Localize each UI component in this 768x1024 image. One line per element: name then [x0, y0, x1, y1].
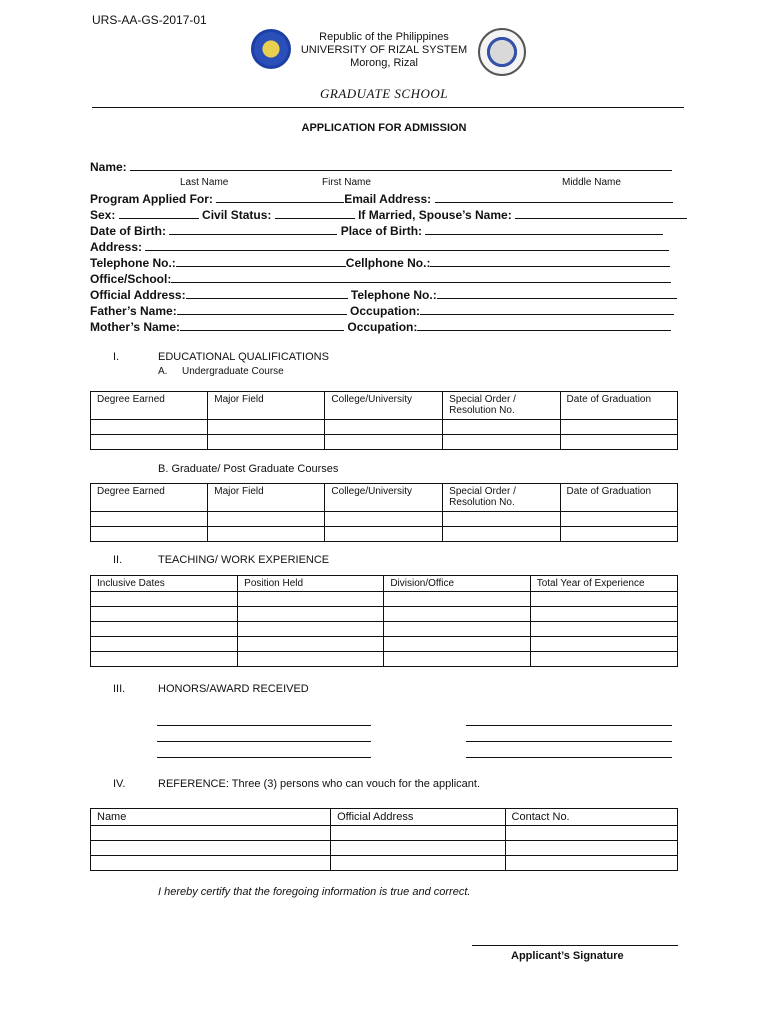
father-row	[90, 304, 674, 318]
reference-table	[90, 808, 678, 871]
cellphone-field[interactable]	[430, 256, 670, 267]
name-row	[90, 160, 672, 174]
table-row	[91, 592, 678, 607]
form-title: APPLICATION FOR ADMISSION	[301, 122, 467, 134]
address-field[interactable]	[145, 240, 669, 251]
undergrad-table	[90, 391, 678, 450]
mother-field[interactable]	[180, 320, 344, 331]
telephone2-label: Telephone No.:	[350, 288, 437, 302]
header-date-grad: Date of Graduation	[560, 484, 677, 512]
middle-name-label: Middle Name	[562, 177, 621, 188]
graduate-table	[90, 483, 678, 542]
section-3-title: HONORS/AWARD RECEIVED	[158, 683, 309, 695]
header-college: College/University	[325, 484, 443, 512]
official-address-field[interactable]	[186, 288, 348, 299]
occupation2-label: Occupation:	[347, 320, 418, 334]
mother-label: Mother’s Name:	[90, 320, 181, 334]
mother-row	[90, 320, 671, 334]
name-label: Name:	[90, 160, 127, 174]
table-row	[91, 512, 678, 527]
header-degree: Degree Earned	[91, 392, 208, 420]
occupation1-label: Occupation:	[350, 304, 421, 318]
table-row	[91, 607, 678, 622]
honors-line[interactable]	[157, 741, 371, 742]
program-field[interactable]	[216, 192, 344, 203]
undergrad-header-row	[91, 392, 678, 420]
graduate-school-title: GRADUATE SCHOOL	[320, 86, 448, 101]
spouse-field[interactable]	[515, 208, 687, 219]
header-special-order: Special Order / Resolution No.	[443, 392, 560, 420]
table-row	[91, 841, 678, 856]
header-ref-contact: Contact No.	[505, 809, 677, 826]
table-row	[91, 435, 678, 450]
table-row	[91, 527, 678, 542]
signature-label: Applicant’s Signature	[511, 950, 624, 962]
section-1-title: EDUCATIONAL QUALIFICATIONS	[158, 351, 329, 363]
email-label: Email Address:	[344, 192, 432, 206]
first-name-label: First Name	[322, 177, 371, 188]
telephone-label: Telephone No.:	[90, 256, 176, 270]
cellphone-label: Cellphone No.:	[345, 256, 431, 270]
table-row	[91, 637, 678, 652]
pob-label: Place of Birth:	[340, 224, 423, 238]
pob-field[interactable]	[425, 224, 663, 235]
table-row	[91, 856, 678, 871]
header-position: Position Held	[238, 576, 384, 592]
honors-line[interactable]	[466, 741, 672, 742]
header-major: Major Field	[208, 484, 325, 512]
certification-statement: I hereby certify that the foregoing information is true and correct.	[158, 886, 471, 898]
office-row	[90, 272, 671, 286]
reference-header-row	[91, 809, 678, 826]
section-1-number: I.	[113, 351, 120, 363]
honors-line[interactable]	[157, 725, 371, 726]
university-name: UNIVERSITY OF RIZAL SYSTEM	[300, 44, 468, 56]
sex-row	[90, 208, 687, 222]
dob-field[interactable]	[169, 224, 337, 235]
table-row	[91, 420, 678, 435]
occupation2-field[interactable]	[417, 320, 671, 331]
last-name-label: Last Name	[180, 177, 229, 188]
phone-row	[90, 256, 670, 270]
signature-line[interactable]	[472, 945, 678, 946]
header-ref-name: Name	[91, 809, 331, 826]
section-2-number: II.	[113, 554, 123, 566]
official-address-label: Official Address:	[90, 288, 186, 302]
header-special-order: Special Order / Resolution No.	[443, 484, 560, 512]
dob-label: Date of Birth:	[90, 224, 166, 238]
header-division: Division/Office	[384, 576, 530, 592]
header-ref-address: Official Address	[331, 809, 505, 826]
table-row	[91, 826, 678, 841]
section-2-title: TEACHING/ WORK EXPERIENCE	[158, 554, 330, 566]
honors-line[interactable]	[157, 757, 371, 758]
father-field[interactable]	[177, 304, 347, 315]
header-inclusive-dates: Inclusive Dates	[91, 576, 238, 592]
telephone2-field[interactable]	[437, 288, 677, 299]
program-label: Program Applied For:	[90, 192, 213, 206]
header-major: Major Field	[208, 392, 325, 420]
father-label: Father’s Name:	[90, 304, 177, 318]
table-row	[91, 652, 678, 667]
birth-row	[90, 224, 663, 238]
work-header-row	[91, 576, 678, 592]
work-table	[90, 575, 678, 667]
name-field[interactable]	[130, 160, 672, 171]
header-college: College/University	[325, 392, 443, 420]
civil-status-label: Civil Status:	[202, 208, 272, 222]
section-1a-title: Undergraduate Course	[182, 366, 284, 377]
header-degree: Degree Earned	[91, 484, 208, 512]
header-date-grad: Date of Graduation	[560, 392, 677, 420]
section-3-number: III.	[113, 683, 126, 695]
honors-line[interactable]	[466, 725, 672, 726]
section-4-number: IV.	[113, 778, 126, 790]
section-1b-title: B. Graduate/ Post Graduate Courses	[158, 463, 339, 475]
graduate-header-row	[91, 484, 678, 512]
official-address-row	[90, 288, 677, 302]
spouse-label: If Married, Spouse’s Name:	[358, 208, 512, 222]
civil-status-field[interactable]	[275, 208, 355, 219]
email-field[interactable]	[435, 192, 673, 203]
section-4-title: REFERENCE: Three (3) persons who can vouch for the applicant.	[158, 778, 481, 790]
section-1a-number: A.	[158, 366, 168, 377]
office-field[interactable]	[171, 272, 671, 283]
address-label: Address:	[90, 240, 143, 254]
table-row	[91, 622, 678, 637]
campus-location: Morong, Rizal	[350, 57, 418, 69]
office-label: Office/School:	[90, 272, 172, 286]
sex-field[interactable]	[119, 208, 199, 219]
telephone-field[interactable]	[176, 256, 346, 267]
sex-label: Sex:	[90, 208, 116, 222]
honors-line[interactable]	[466, 757, 672, 758]
occupation1-field[interactable]	[420, 304, 674, 315]
address-row	[90, 240, 669, 254]
form-code: URS-AA-GS-2017-01	[92, 13, 207, 27]
program-row	[90, 192, 673, 206]
header-divider	[92, 107, 684, 108]
header-total-years: Total Year of Experience	[530, 576, 677, 592]
republic-line: Republic of the Philippines	[319, 31, 449, 43]
